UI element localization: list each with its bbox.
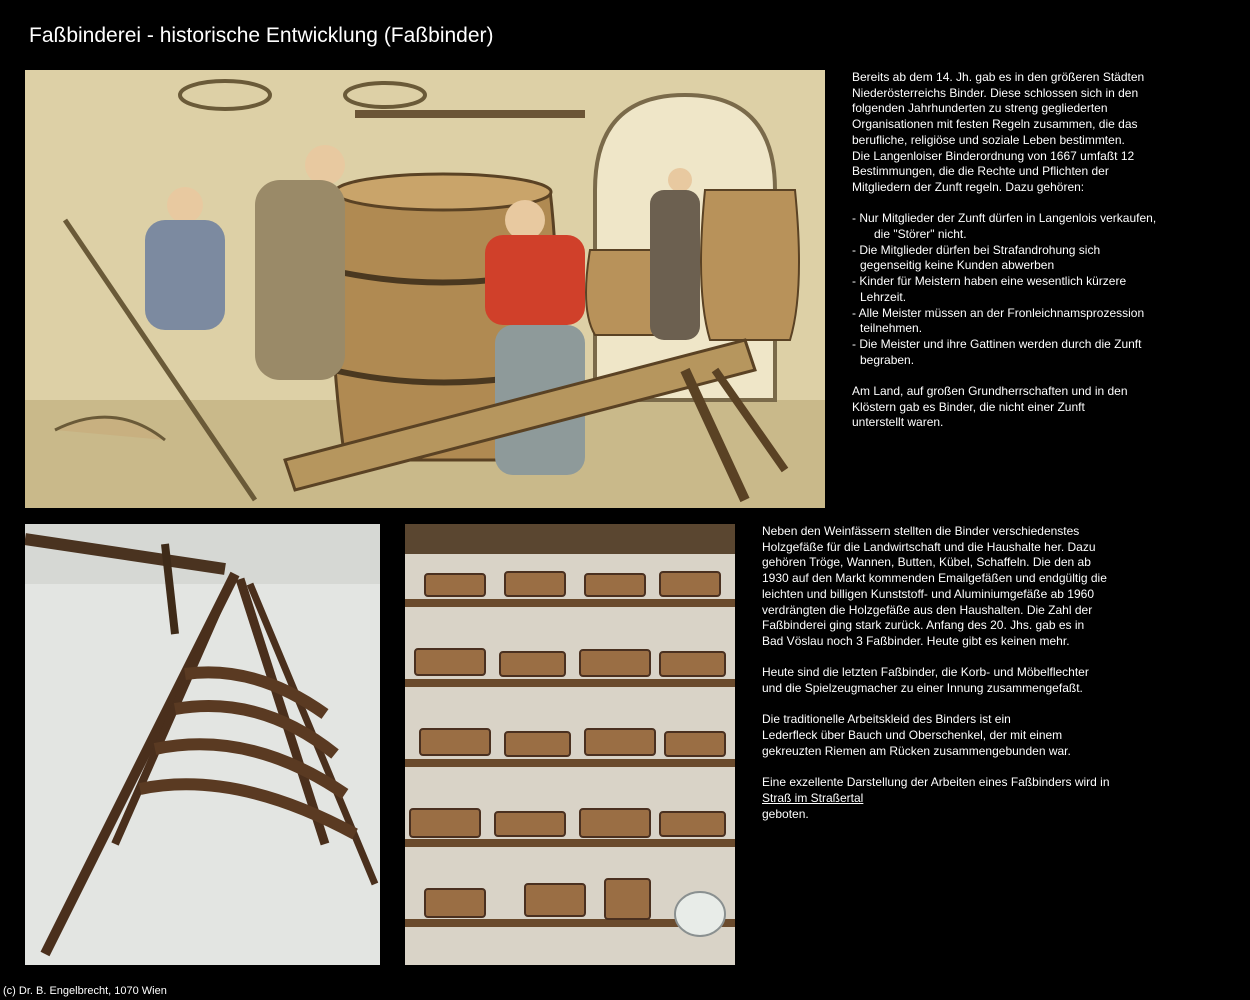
list-item: - Kinder für Meistern haben eine wesentlich kürzere: [852, 274, 1127, 289]
text-line: folgenden Jahrhunderten zu streng gegliederten: [852, 101, 1108, 116]
text-line: Holzgefäße für die Landwirtschaft und die Haushalte her. Dazu: [762, 539, 1096, 554]
list-item: - Nur Mitglieder der Zunft dürfen in Langenlois verkaufen,: [852, 211, 1157, 226]
list-item-cont: teilnehmen.: [860, 321, 923, 336]
text-line: gehören Tröge, Wannen, Butten, Kübel, Schaffeln. Die den ab: [762, 555, 1091, 570]
text-line: Organisationen mit festen Regeln zusammen, die das: [852, 117, 1138, 132]
text-line: Neben den Weinfässern stellten die Binder verschiedenstes: [762, 524, 1080, 538]
text-line: Bereits ab dem 14. Jh. gab es in den größeren Städten: [852, 70, 1145, 84]
text-line: leichten und billigen Kunststoff- und Aluminiumgefäße ab 1960: [762, 586, 1094, 601]
text-line: Faßbinderei ging stark zurück. Anfang des 20. Jhs. gab es in: [762, 618, 1085, 633]
vessels-text-block: [762, 524, 1162, 822]
copyright-footer: (c) Dr. B. Engelbrecht, 1070 Wien: [3, 985, 167, 997]
text-line: Lederfleck über Bauch und Oberschenkel, der mit einem: [762, 728, 1063, 743]
text-line: Am Land, auf großen Grundherrschaften und in den: [852, 384, 1128, 399]
text-line: gekreuzten Riemen am Rücken zusammengebunden war.: [762, 743, 1071, 758]
text-line: Die traditionelle Arbeitskleid des Binders ist ein: [762, 712, 1011, 727]
text-line: und die Spielzeugmacher zu einer Innung zusammengefaßt.: [762, 681, 1083, 696]
list-item: - Alle Meister müssen an der Fronleichnamsprozession: [852, 305, 1145, 320]
text-line: verdrängten die Holzgefäße aus den Haushalten. Die Zahl der: [762, 602, 1093, 617]
wooden-planes-shelf-photo: [405, 524, 735, 965]
text-line: Eine exzellente Darstellung der Arbeiten eines Faßbinders wird in: [762, 775, 1110, 790]
text-line: Klöstern gab es Binder, die nicht einer Zunft: [852, 399, 1085, 414]
text-line: Niederösterreichs Binder. Diese schlossen sich in den: [852, 85, 1139, 100]
text-line: Mitgliedern der Zunft regeln. Dazu gehören:: [852, 179, 1085, 194]
page-title: Faßbinderei - historische Entwicklung (Faßbinder): [29, 24, 494, 47]
text-line: geboten.: [762, 806, 809, 821]
list-item: - Die Meister und ihre Gattinen werden durch die Zunft: [852, 336, 1142, 351]
text-line: Bad Vöslau noch 3 Faßbinder. Heute gibt es keinen mehr.: [762, 633, 1070, 648]
list-item: - Die Mitglieder dürfen bei Strafandrohung sich: [852, 242, 1101, 257]
list-item-cont: begraben.: [860, 352, 915, 367]
list-item-cont: die "Störer" nicht.: [874, 227, 967, 242]
text-line: Die Langenloiser Binderordnung von 1667 umfaßt 12: [852, 148, 1135, 163]
text-line: Heute sind die letzten Faßbinder, die Korb- und Möbelflechter: [762, 665, 1089, 680]
list-item-cont: gegenseitig keine Kunden abwerben: [860, 258, 1055, 273]
strass-im-strassertal-link[interactable]: Straß im Straßertal: [762, 790, 864, 805]
text-line: unterstellt waren.: [852, 415, 944, 430]
text-line: Bestimmungen, die die Rechte und Pflichten der: [852, 164, 1109, 179]
list-item-cont: Lehrzeit.: [860, 289, 907, 304]
history-text-block: [852, 70, 1232, 431]
text-line: 1930 auf den Markt kommenden Emailgefäßen und endgültig die: [762, 571, 1107, 586]
historical-cooper-workshop-illustration: [25, 70, 825, 508]
text-line: berufliche, religiöse und soziale Leben bestimmten.: [852, 132, 1125, 147]
wooden-compass-tools-photo: [25, 524, 380, 965]
